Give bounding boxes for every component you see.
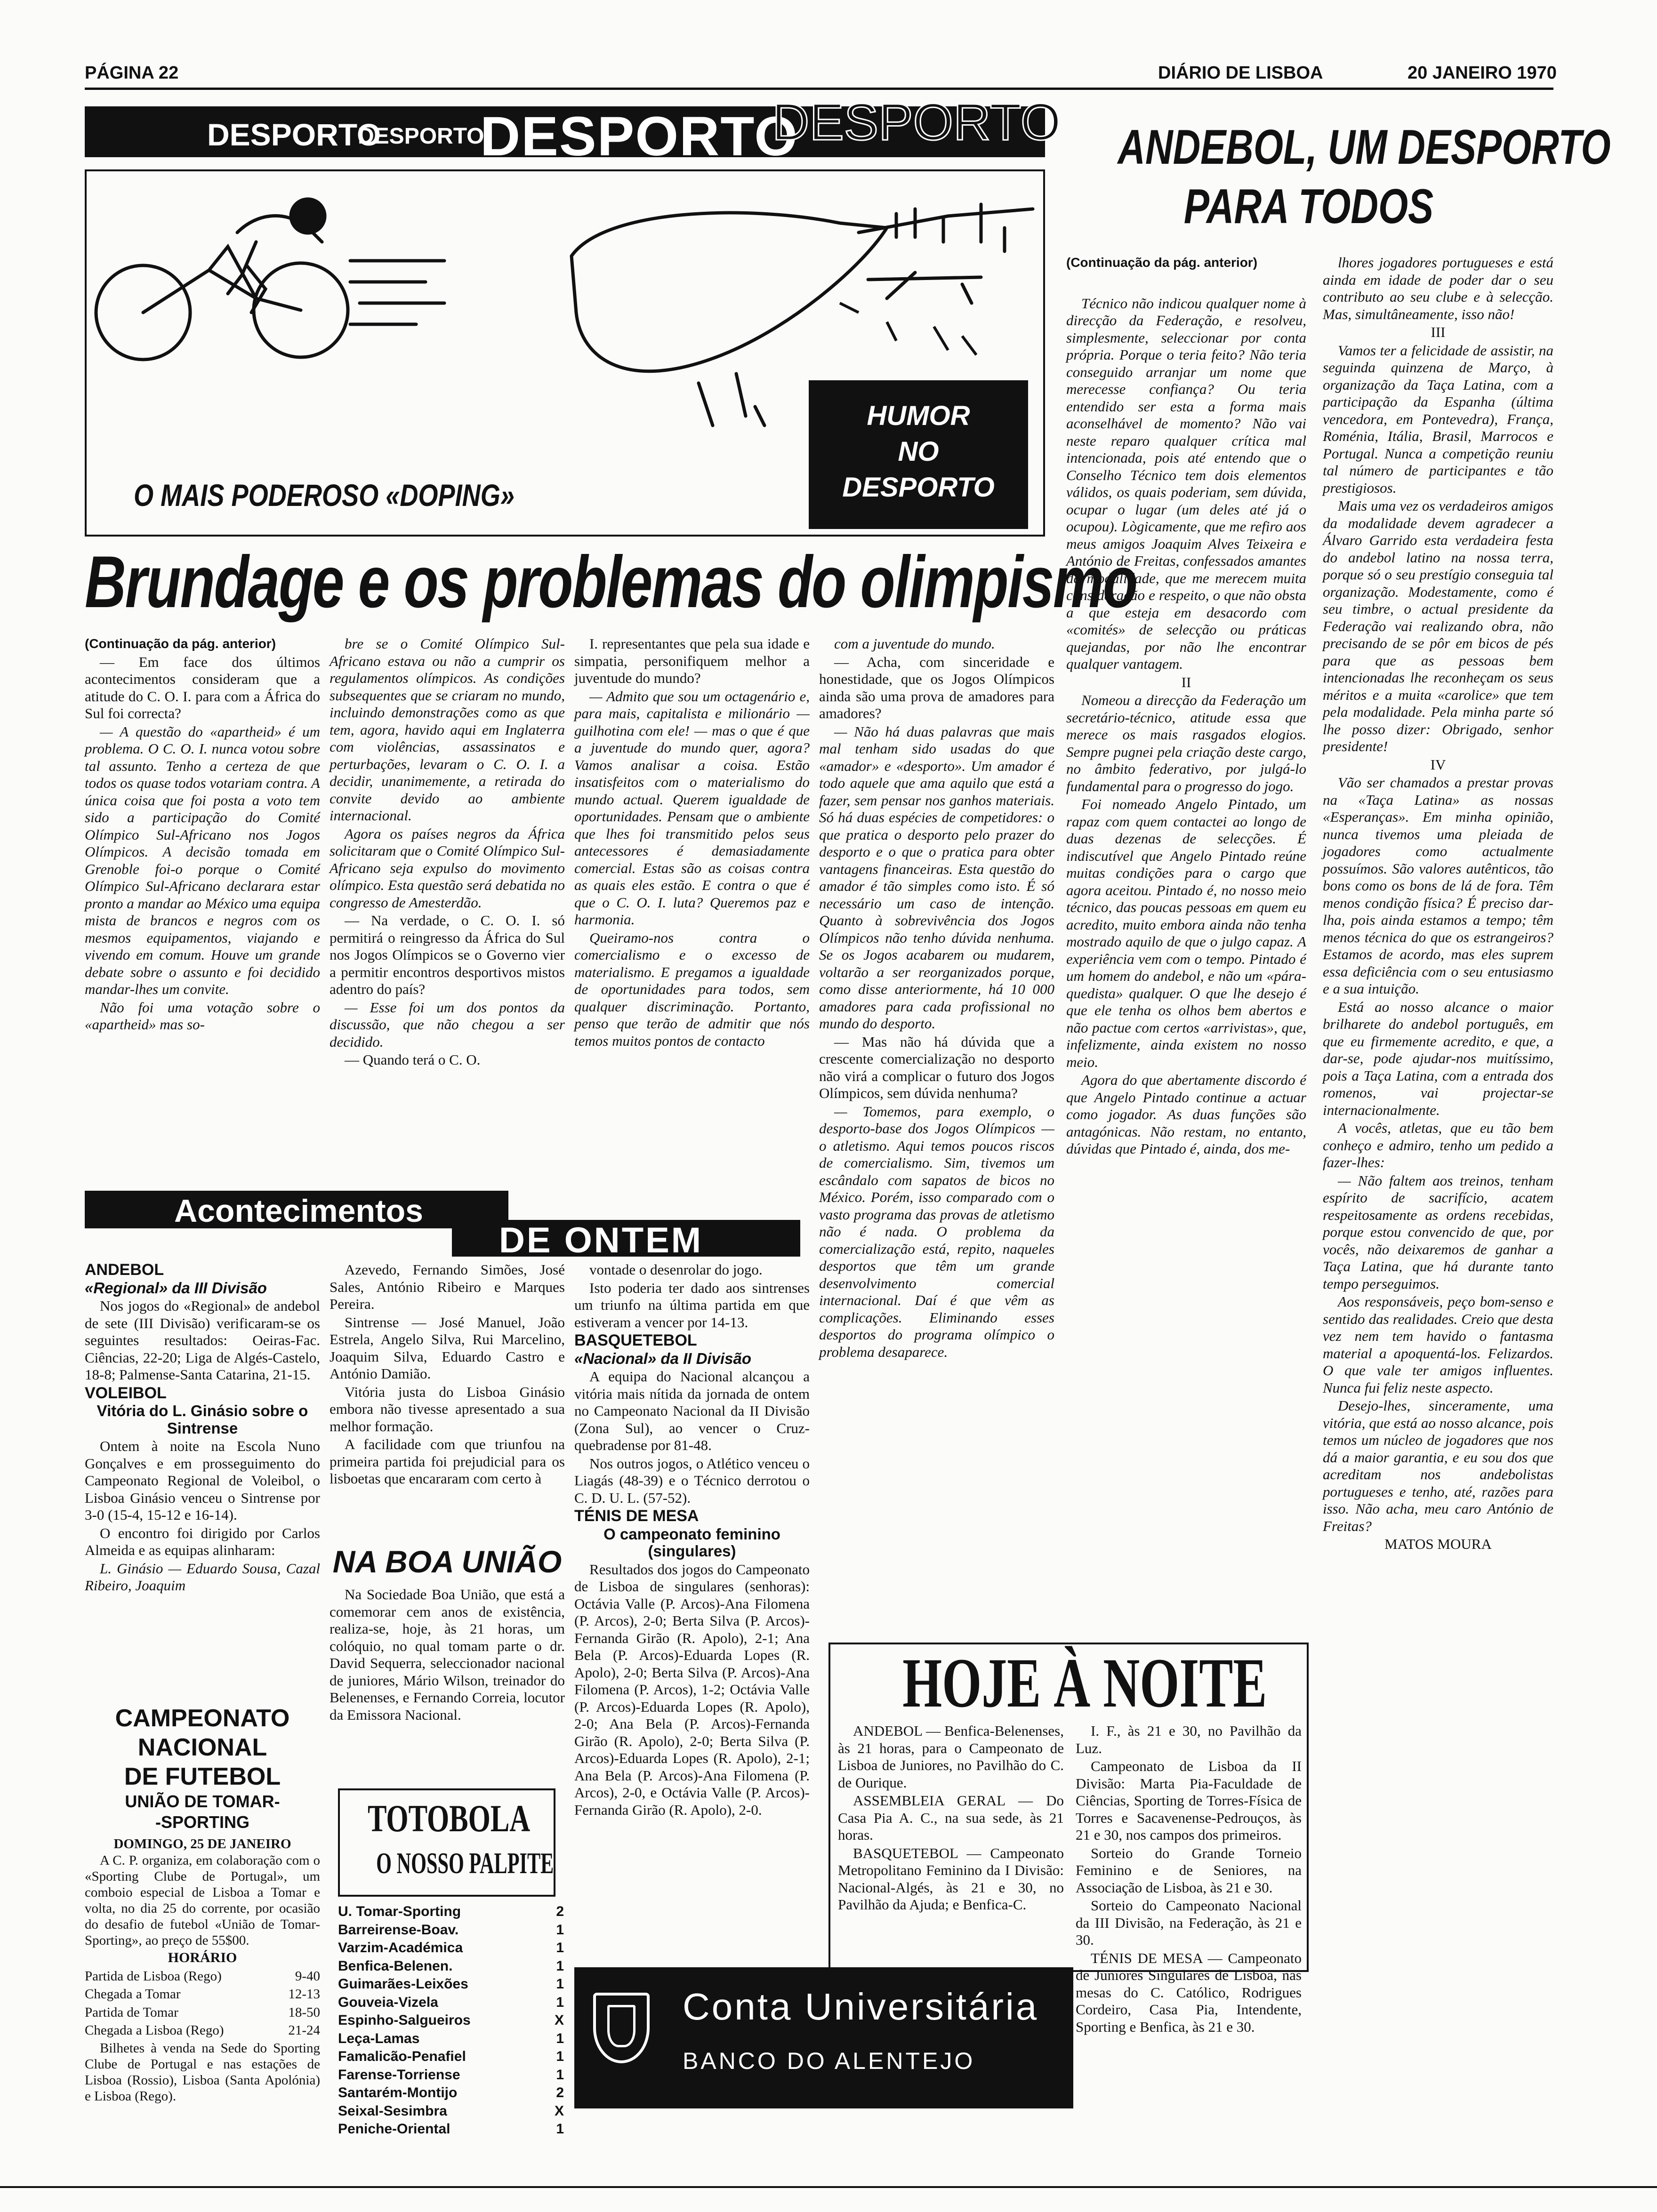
paragraph: Agora os países negros da África solicitaram que o Comité Olímpico Sul-Africano seja expulso do movimento olímpico. Esta questão será debatida no congresso de Amesterdão. [330, 825, 565, 911]
match-prediction: 2 [556, 2085, 564, 2100]
paragraph: — Não há duas palavras que mais mal tenham sido usadas do que «amador» e «desporto». Um amador é todo aquele que ama aquilo que está a fazer, sem pensar nos ganhos materiais. Só há duas espécies de competidores: o que pratica o desporto pelo prazer do desporto e o que o pratica para obter vantagens financeiras. Esta questão do amador é tão simples como isto. É só necessário um caso de intenção. Quanto à sobrevivência dos Jogos Olímpicos não tenho dúvida nenhuma. Se os Jogos acabarem ou mudarem, voltarão a ser reorganizados porque, como disse anteriormente, há 10 000 amadores para cada profissional no mundo do desporto. [819, 723, 1054, 1032]
desporto-banner [85, 93, 1061, 168]
paragraph: O encontro foi dirigido por Carlos Almeida e as equipas alinharam: [85, 1524, 320, 1558]
hoje-column-1 [838, 1723, 1064, 1967]
campeonato-footer: Bilhetes à venda na Sede do Sporting Clube de Portugal e nas estações de Lisboa (Rossio), Lisboa (Santa Apolónia) e Lisboa (Rego). [85, 2040, 320, 2104]
paragraph: I. representantes que pela sua idade e simpatia, personifiquem melhor a juventude do mundo? [574, 635, 810, 686]
cartoon-caption: O MAIS PODEROSO «DOPING» [134, 478, 515, 513]
syringe-text-marks [840, 303, 976, 355]
paragraph: Não foi uma votação sobre o «apartheid» mas so- [85, 999, 320, 1033]
bank-ad-line1: Conta Universitária [683, 1986, 1039, 2028]
campeonato-horario: HORÁRIO [168, 1950, 237, 1965]
paragraph: Vitória do L. Ginásio sobre o Sintrense [97, 1402, 308, 1437]
match-name: Barreirense-Boav. [338, 1922, 459, 1938]
totobola-row [338, 1940, 564, 1957]
match-name: Farense-Torriense [338, 2067, 460, 2083]
speed-lines [350, 261, 444, 324]
ontem-column-2 [330, 1261, 565, 1530]
paragraph: com a juventude do mundo. [834, 635, 995, 652]
paragraph: — Em face dos últimos acontecimentos consideram que a atitude do C. O. I. para com a África do Sul foi correcta? [85, 653, 320, 721]
totobola-row [338, 1976, 564, 1993]
match-name: U. Tomar-Sporting [338, 1904, 461, 1919]
humor-box [809, 380, 1028, 529]
paragraph: Foi nomeado Angelo Pintado, um rapaz com quem contactei ao longo de duas dezenas de selecções. É indiscutível que Angelo Pintado reúne muitas condições para o cargo que agora aceitou. Pintado é, no nosso meio técnico, das poucas pessoas em quem eu acredito, muito embora ainda não tenha mostrado aquilo de que o julgo capaz. A experiência vem com o tempo. Pintado é um homem do andebol, e não um «pára-quedista» qualquer. O que lhe desejo é que ele tenha os olhos bem abertos e não pactue com certos «arrivistas», que, infelizmente, ainda existem no nosso meio. [1066, 796, 1306, 1070]
newspaper-name: DIÁRIO DE LISBOA [1158, 63, 1323, 83]
rider-head [291, 199, 325, 233]
banner-word-small: DESPORTO [207, 117, 381, 152]
paragraph: Vão ser chamados a prestar provas na «Taça Latina» as nossas «Esperanças». Em minha opinião, nunca tivemos uma pleiada de jogadores como actualmente possuímos. São valores autênticos, tão bons como os bons de lá de fora. Têm menos condição física? É preciso dar-lha, pois ainda estamos a tempo; têm menos técnica do que os estrangeiros? Estamos de acordo, mas eles suprem essa deficiência com o seu entusiasmo e a sua intuição. [1323, 774, 1553, 997]
match-prediction: 1 [556, 1922, 564, 1938]
humor-line3: DESPORTO [842, 472, 995, 503]
totobola-row [338, 1903, 564, 1921]
paragraph: Queiramo-nos contra o comercialismo e o excesso de materialismo. E pregamos a igualdade de oportunidades para todos, sem qualquer discriminação. Portanto, penso que terão de admitir que nós temos muitos pontos de contacto [574, 929, 810, 1049]
bank-logo-icon [593, 1993, 650, 2063]
paragraph: bre se o Comité Olímpico Sul-Africano estava ou não a cumprir os regulamentos olímpicos. As condições subsequentes que se criaram no mundo, incluindo demonstrações como as que tem, agora, havido aqui em Inglaterra com violências, assassinatos e perturbações, levaram o C. O. I. a decidir, unanimemente, a retirada do convite devido ao ambiente internacional. [330, 635, 565, 824]
andebol-column-2 [1323, 254, 1553, 2014]
campeonato-title-5: -SPORTING [155, 1812, 249, 1832]
totobola-title: TOTOBOLA [368, 1797, 531, 1840]
schedule-label: Chegada a Lisboa (Rego) [85, 2023, 224, 2038]
match-name: Famalicão-Penafiel [338, 2049, 466, 2064]
paragraph: — Admito que sou um octagenário e, para mais, capitalista e milionário — guilhotina com ele! — mas o que é que a juventude do mundo quer, agora? Vamos analisar a coisa. Estão insatisfeitos com o materialismo do mundo actual. Querem igualdade de oportunidades. Pensam que o ambiente que lhes foi transmitido pelos seus antecessores é demasiadamente comercial. Estas são as coisas contra as quais eles estão. E contra o que é que o C. O. I. luta? Queremos paz e harmonia. [574, 688, 810, 928]
paragraph: ASSEMBLEIA GERAL — Do Casa Pia A. C., na sua sede, às 21 horas. [838, 1792, 1064, 1843]
paragraph: — Na verdade, o C. O. I. só permitirá o reingresso da África do Sul nos Jogos Olímpicos se o Governo vier a permitir encontros desportivos mistos adentro do país? [330, 912, 565, 997]
cyclist-figure [96, 199, 444, 360]
boa-uniao-text-col [330, 1586, 565, 1765]
paragraph: Desejo-lhes, sinceramente, uma vitória, que está ao nosso alcance, pois temos um núcleo de jogadores que nos dá a maior garantia, e eu sou dos que acreditam nos andebolistas portugueses e tenho, até, razões para isso. Não acha, meu caro António de Freitas? [1323, 1397, 1553, 1534]
paragraph: BASQUETEBOL — Campeonato Metropolitano Feminino da I Divisão: Nacional-Algés, às 21 e 30, no Pavilhão da Ajuda; e Benfica-C. [838, 1844, 1064, 1913]
paragraph: Sorteio do Grande Torneio Feminino e de Seniores, na Associação de Lisboa, às 21 e 30. [1076, 1844, 1302, 1896]
syringe-body [571, 213, 887, 371]
paragraph: — Tomemos, para exemplo, o desporto-base dos Jogos Olímpicos — o atletismo. Aqui temos poucos riscos de comercialismo. Sim, tivemos um escândalo com sapatos de bicos no México. Porém, isso comparado com o vasto programa das provas de atletismo não é nada. O problema da comercialização está, repito, naqueles desportos que têm um grande desenvolvimento comercial internacional. Daí é que vêm as complicações. Eliminando esses desportos do programa olímpico o problema desaparece. [819, 1103, 1054, 1360]
paragraph: VOLEIBOL [85, 1384, 167, 1402]
paragraph: Azevedo, Fernando Simões, José Sales, António Ribeiro e Marques Pereira. [330, 1261, 565, 1312]
paragraph: O campeonato feminino (singulares) [603, 1525, 780, 1560]
totobola-row [338, 1958, 564, 1975]
campeonato-box [85, 1704, 320, 2174]
brundage-cont: (Continuação da pág. anterior) [85, 636, 276, 651]
paragraph: Aos responsáveis, peço bom-senso e sentido das realidades. Creio que desta vez nem tem havido o fantasma material a apoquentá-los. Felizardos. O que vale ter amigos influentes. Nunca fui feliz neste aspecto. [1323, 1293, 1553, 1396]
header-rule [85, 88, 1553, 90]
paragraph: Resultados dos jogos do Campeonato de Lisboa de singulares (senhoras): Octávia Valle (P. Arcos)-Ana Filomena (P. Arcos), 2-0; Berta Silva (P. Arcos)-Fernanda Girão (R. Apolo), 2-1; Ana Bela (P. Arcos)-Eduarda Lopes (R. Apolo), 2-0; Berta Silva (P. Arcos)-Ana Filomena (P. Arcos), 1-2; Octávia Valle (P. Arcos)-Eduarda Lopes (R. Apolo), 2-0; Ana Bela (P. Arcos)-Fernanda Girão (R. Apolo), 2-0; Berta Silva (P. Arcos)-Eduarda Lopes (R. Apolo), 2-1; Ana Bela (P. Arcos)-Ana Filomena (P. Arcos), 2-0, e Octávia Valle (P. Arcos)-Fernanda Girão (R. Apolo), 2-0. [574, 1561, 810, 1818]
match-name: Espinho-Salgueiros [338, 2012, 471, 2028]
campeonato-title-1: CAMPEONATO [115, 1705, 290, 1732]
paragraph: — Não faltem aos treinos, tenham espírito de sacrifício, acatem respeitosamente as ordens recebidas, porque estou convencido de que, por vocês, não deixaremos de ganhar a Taça Latina, que há durante tanto tempo perseguimos. [1323, 1172, 1553, 1292]
totobola-row [338, 2012, 564, 2029]
campeonato-title-2: NACIONAL [137, 1734, 267, 1761]
paragraph: Mais uma vez os verdadeiros amigos da modalidade devem agradecer a Álvaro Garrido esta verdadeira festa do andebol latino na nossa terra, porque só o seu prestígio conseguia tal organização. Modestamente, como é seu timbre, o actual presidente da Federação vai realizando obra, não precisando de se pôr em bicos de pés para que as pessoas bem intencionadas lhe reconheçam os seus méritos e a muita «carolice» que tem pela modalidade. Pela minha parte só lhe posso dizer: Obrigado, senhor presidente! [1323, 497, 1553, 754]
page-number: PÁGINA 22 [85, 63, 179, 83]
ontem-column-1 [85, 1261, 320, 1699]
boa-uniao-text: Na Sociedade Boa União, que está a comemorar cem anos de existência, realiza-se, hoje, às 21 horas, um colóquio, no qual tomam parte o dr. David Sequerra, seleccionador nacional de juniores, Mário Wilson, treinador do Belenenses, e Fernando Correia, locutor da Emissora Nacional. [330, 1586, 565, 1723]
totobola-row [338, 2030, 564, 2048]
schedule-time: 9-40 [295, 1968, 320, 1984]
match-name: Varzim-Académica [338, 1940, 463, 1956]
syringe-needle [859, 209, 1033, 232]
schedule-time: 18-50 [288, 2004, 320, 2020]
match-prediction: X [554, 2103, 564, 2119]
schedule-row [85, 1968, 320, 1985]
ontem-word1: Acontecimentos [174, 1193, 423, 1229]
bank-ad-line2: BANCO DO ALENTEJO [683, 2048, 975, 2074]
brundage-column-4 [819, 635, 1054, 1360]
footer-rule [0, 2186, 1657, 2188]
match-prediction: 1 [556, 1976, 564, 1992]
paragraph: — A questão do «apartheid» é um problema. O C. O. I. nunca votou sobre tal assunto. Tenho a certeza de que todos os quase todos votariam contra. A única coisa que foi posta a voto tem sido a participação do Comité Olímpico Sul-Africano nos Jogos Olímpicos. A decisão tomada em Grenoble foi-o porque o Comité Olímpico Sul-Africano declarara estar pronto a mandar ao México uma equipa mista de brancos e negros com os mesmos equipamentos, viajando e vivendo em comum. Houve um grande debate sobre o assunto e foi decidido mandar-lhes um convite. [85, 723, 320, 997]
issue-date: 20 JANEIRO 1970 [1408, 63, 1557, 83]
match-name: Gouveia-Vizela [338, 1994, 438, 2010]
paragraph: Isto poderia ter dado aos sintrenses um triunfo na última partida em que estiveram a vencer por 14-13. [574, 1279, 810, 1330]
totobola-row [338, 2084, 564, 2102]
match-name: Santarém-Montijo [338, 2085, 458, 2100]
paragraph: — Quando terá o C. O. [345, 1051, 481, 1068]
brundage-column-1 [85, 635, 320, 1162]
paragraph: ANDEBOL [85, 1261, 164, 1279]
paragraph: TÉNIS DE MESA [574, 1507, 699, 1525]
match-prediction: 1 [556, 2049, 564, 2064]
paragraph: TÉNIS DE MESA — Campeonato de Juniores Singulares de Lisboa, nas mesas do C. Católico, Rodrigues Cordeiro, Casa Pia, Intendente, Sporting e Benfica, às 21 e 30. [1076, 1949, 1302, 2035]
ontem-banner [85, 1191, 800, 1260]
humor-line2: NO [898, 436, 939, 467]
match-name: Leça-Lamas [338, 2030, 420, 2046]
totobola-subtitle: O NOSSO PALPITE [376, 1846, 554, 1880]
andebol-headline-line1: ANDEBOL, UM DESPORTO [1118, 120, 1611, 175]
paragraph: Sorteio do Campeonato Nacional da III Divisão, na Federação, às 21 e 30. [1076, 1897, 1302, 1948]
paragraph: A vocês, atletas, que eu tão bem conheço e admiro, tenho um pedido a fazer-lhes: [1323, 1120, 1553, 1170]
bike-frame [143, 247, 301, 313]
syringe-legs [699, 374, 764, 425]
paragraph: vontade o desenrolar do jogo. [589, 1261, 763, 1278]
paragraph: II [1181, 673, 1191, 690]
humor-line1: HUMOR [867, 401, 970, 431]
paragraph: I. F., às 21 e 30, no Pavilhão da Luz. [1076, 1723, 1302, 1756]
schedule-row [85, 2004, 320, 2021]
totobola-row [338, 2067, 564, 2084]
paragraph: Nos jogos do «Regional» de andebol de sete (III Divisão) verificaram-se os seguintes resultados: Oeiras-Fac. Ciências, 22-20; Liga de Algés-Castelo, 18-8; Palmense-Santa Catarina, 21-15. [85, 1298, 320, 1383]
andebol-headline [1064, 118, 1611, 236]
paragraph: Sintrense — José Manuel, João Estrela, Angelo Silva, Rui Marcelino, Joaquim Silva, Eduardo Castro e António Damião. [330, 1314, 565, 1382]
paragraph: MATOS MOURA [1384, 1536, 1492, 1552]
totobola-row [338, 2103, 564, 2120]
paragraph: Técnico não indicou qualquer nome à direcção da Federação, e resolveu, simplesmente, seleccionar por conta própria. Porque o teria feito? Não teria conseguido arranjar um nome que merecesse confiança? Ou teria entendido ser esta a forma mais aconselhável de momento? Não vai neste reparo qualquer crítica mal intencionada, pois até entendo que o Conselho Técnico tem dois elementos válidos, os quais poderiam, sem dúvida, ocupar o lugar (um deles até já o ocupou). Lògicamente, que me refiro aos meus amigos Joaquim Alves Teixeira e António de Freitas, confessados amantes da modalidade, que me merecem muita consideração e respeito, o que não obsta a que esteja em desacordo com «comités» de selecção ou práticas quejandas, por não lhe encontrar qualquer vantagem. [1066, 295, 1306, 672]
match-prediction: 1 [556, 1940, 564, 1956]
match-prediction: 1 [556, 2121, 564, 2137]
paragraph: lhores jogadores portugueses e está ainda em idade de poder dar o seu contributo ao seu clube e à selecção. Mas, simultâneamente, isso não! [1323, 254, 1553, 322]
banner-word-big: DESPORTO [480, 105, 799, 168]
banner-word-outline: DESPORTO [772, 93, 1061, 151]
schedule-time: 21-24 [288, 2023, 320, 2038]
andebol-cont: (Continuação da pág. anterior) [1066, 255, 1258, 270]
match-prediction: X [554, 2012, 564, 2028]
paragraph: — Mas não há dúvida que a crescente comercialização no desporto não virá a complicar o futuro dos Jogos Olímpicos, sem dúvida nenhuma? [819, 1033, 1054, 1101]
hoje-column-2 [1076, 1723, 1302, 2035]
paragraph: III [1431, 324, 1446, 340]
paragraph: Campeonato de Lisboa da II Divisão: Marta Pia-Faculdade de Ciências, Sporting de Torres-Física de Torres e Sacavenense-Pedrouços, às 21 e 30, nos campos dos primeiros. [1076, 1758, 1302, 1843]
bank-ad [574, 1967, 1073, 2108]
paragraph: BASQUETEBOL [574, 1331, 697, 1349]
paragraph: Nos outros jogos, o Atlético venceu o Liagás (48-39) e o Técnico derrotou o C. D. U. L. (57-52). [574, 1455, 810, 1506]
paragraph: L. Ginásio — Eduardo Sousa, Cazal Ribeiro, Joaquim [85, 1560, 320, 1594]
paragraph: Está ao nosso alcance o maior brilharete do andebol português, em que eu firmemente acredito, e que, a dar-se, pode ajudar-nos muitíssimo, pois a Taça Latina, com a entrada dos romenos, vai projectar-se internacionalmente. [1323, 998, 1553, 1118]
ontem-column-3 [574, 1261, 810, 1930]
campeonato-text: A C. P. organiza, em colaboração com o «Sporting Clube de Portugal», um comboio especial de Lisboa a Tomar e volta, no dia 25 do corrente, por ocasião do desafio de futebol «União de Tomar-Sporting», ao preço de 55$00. [85, 1853, 320, 1948]
paragraph: — Acha, com sinceridade e honestidade, que os Jogos Olímpicos ainda são uma prova de amadores para amadores? [819, 653, 1054, 721]
paragraph: A facilidade com que triunfou na primeira partida foi prejudicial para os lisboetas que encararam com certo à [330, 1436, 565, 1487]
totobola-row [338, 2121, 564, 2138]
totobola-row [338, 2048, 564, 2066]
banner-word-tiny: DESPORTO [358, 124, 484, 149]
paragraph: «Regional» da III Divisão [85, 1279, 267, 1297]
paragraph: Nomeou a direcção da Federação um secretário-técnico, atitude essa que merece os mais rasgados elogios. Sempre pugnei pela criação deste cargo, no âmbito federativo, por julgá-lo fundamental para o progresso do jogo. [1066, 692, 1306, 794]
paragraph: Ontem à noite na Escola Nuno Gonçalves e em prosseguimento do Campeonato Regional de Voleibol, o Lisboa Ginásio venceu o Sintrense por 3-0 (15-4, 15-12 e 16-14). [85, 1438, 320, 1523]
bank-logo-inner [607, 2005, 635, 2047]
syringe-plunger [868, 272, 981, 303]
schedule-label: Partida de Tomar [85, 2004, 178, 2020]
paragraph: «Nacional» da II Divisão [574, 1349, 751, 1367]
match-name: Benfica-Belenen. [338, 1958, 453, 1974]
totobola-row [338, 1994, 564, 2012]
campeonato-body [85, 1852, 320, 2104]
brundage-column-3 [574, 635, 810, 1162]
totobola-list [338, 1903, 564, 2167]
campeonato-date: DOMINGO, 25 DE JANEIRO [113, 1836, 291, 1851]
paragraph: Agora do que abertamente discordo é que Angelo Pintado continue a actuar como jogador. As duas funções são antagónicas. Não restam, no entanto, dúvidas que Pintado é, ainda, dos me- [1066, 1072, 1306, 1157]
campeonato-title-4: UNIÃO DE TOMAR- [125, 1792, 280, 1811]
match-prediction: 2 [556, 1904, 564, 1919]
paragraph: ANDEBOL — Benfica-Belenenses, às 21 horas, para o Campeonato de Lisboa de Juniores, no Pavilhão do C. de Ourique. [838, 1723, 1064, 1791]
andebol-headline-line2: PARA TODOS [1183, 179, 1434, 234]
totobola-row [338, 1922, 564, 1939]
match-prediction: 1 [556, 2030, 564, 2046]
hoje-title: HOJE À NOITE [902, 1644, 1267, 1722]
paragraph: Vitória justa do Lisboa Ginásio embora não tivesse apresentado a sua melhor formação. [330, 1383, 565, 1435]
match-name: Seixal-Sesimbra [338, 2103, 447, 2119]
schedule-label: Chegada a Tomar [85, 1987, 181, 2002]
paragraph: IV [1430, 756, 1446, 773]
paragraph: — Esse foi um dos pontos da discussão, que não chegou a ser decidido. [330, 999, 565, 1050]
campeonato-title-3: DE FUTEBOL [124, 1763, 281, 1790]
schedule-row [85, 1986, 320, 2003]
paragraph: Vamos ter a felicidade de assistir, na seguinda quinzena de Março, à organização da Taça Latina, com a participação da Espanha (última vencedora, em Pontevedra), França, Roménia, Itália, Brasil, Marrocos e Portugal. Nunca a competição reuniu tal número de participantes e tão prestigiosos. [1323, 342, 1553, 496]
match-prediction: 1 [556, 1958, 564, 1974]
brundage-column-2 [330, 635, 565, 1162]
match-prediction: 1 [556, 2067, 564, 2083]
match-name: Peniche-Oriental [338, 2121, 450, 2137]
totobola-box [338, 1788, 555, 1897]
schedule-label: Partida de Lisboa (Rego) [85, 1968, 222, 1984]
boa-uniao-title: NA BOA UNIÃO [332, 1544, 562, 1579]
match-prediction: 1 [556, 1994, 564, 2010]
schedule-time: 12-13 [288, 1987, 320, 2002]
paragraph: A equipa do Nacional alcançou a vitória mais nítida da jornada de ontem no Campeonato Nacional da II Divisão (Zona Sul), ao vencer o Cruz-quebradense por 81-48. [574, 1368, 810, 1453]
match-name: Guimarães-Leixões [338, 1976, 468, 1992]
ontem-word2: DE ONTEM [499, 1220, 703, 1260]
andebol-column-1 [1066, 254, 1306, 1619]
schedule-row [85, 2022, 320, 2039]
brundage-headline: Brundage e os problemas do olimpismo [85, 541, 1137, 623]
